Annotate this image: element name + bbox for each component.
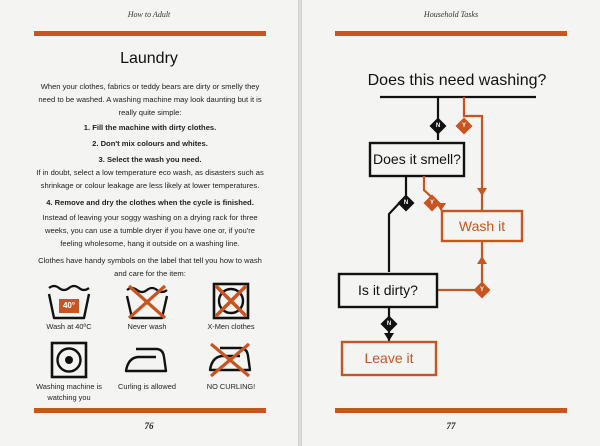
no-badge: N <box>435 123 441 129</box>
running-head-right: Household Tasks <box>423 10 479 19</box>
no-badge: N <box>403 200 409 206</box>
yes-badge: Y <box>461 123 466 129</box>
step-4: 4. Remove and dry the clothes when the cycle is finished. <box>46 198 254 207</box>
step-2: 2. Don't mix colours and whites. <box>92 139 208 148</box>
right-page <box>302 0 600 446</box>
no-badge: N <box>386 321 392 327</box>
x-men-icon <box>212 282 250 320</box>
main-question: Does this need washing? <box>367 72 547 89</box>
eco-wash-paragraph: If in doubt, select a low temperature eco wash, as disasters such as shrinkage or colour leakage are less likely at lower temperatures. <box>36 168 264 190</box>
section-title: Laundry <box>120 50 178 67</box>
top-rule-left <box>34 31 266 36</box>
step-3: 3. Select the wash you need. <box>98 155 202 164</box>
symbol-caption: Washing machine is watching you <box>36 382 102 402</box>
bottom-rule-right <box>335 408 567 413</box>
no-curling-icon <box>205 342 255 378</box>
symbol-caption: Curling is allowed <box>118 382 176 391</box>
connector-yes <box>438 242 482 290</box>
step-1: 1. Fill the machine with dirty clothes. <box>83 123 217 132</box>
washing-machine-watching-icon <box>50 341 88 379</box>
page-number-right: 77 <box>446 421 456 431</box>
wash-outcome: Wash it <box>458 218 506 234</box>
symbol-caption: X-Men clothes <box>207 322 255 331</box>
intro-paragraph: When your clothes, fabrics or teddy bears are dirty or smelly they need to be washed. A washing machine may look daunting but it is really quite simple: <box>38 82 262 117</box>
drying-paragraph: Instead of leaving your soggy washing on a drying rack for three weeks, you can use a tumble dryer if you have one or, if you're feeling wholesome, hang it outside on a washing line. <box>42 213 258 248</box>
wash-40-icon <box>47 284 91 320</box>
dirty-question: Is it dirty? <box>358 282 418 298</box>
symbol-caption: Wash at 40ºC <box>46 322 92 331</box>
leave-outcome: Leave it <box>364 350 414 366</box>
running-head-left: How to Adult <box>127 10 171 19</box>
page-number-left: 76 <box>144 421 154 431</box>
symbol-caption: Never wash <box>127 322 167 331</box>
yes-badge: Y <box>429 200 434 206</box>
connector-no <box>389 176 406 272</box>
smell-question: Does it smell? <box>373 151 461 167</box>
connector-yes <box>464 97 482 210</box>
symbol-caption: NO CURLING! <box>206 382 256 391</box>
arrow-head <box>477 256 487 264</box>
arrow-head <box>384 333 394 341</box>
left-page <box>0 0 298 446</box>
symbols-intro: Clothes have handy symbols on the label that tell you how to wash and care for the item: <box>38 256 262 278</box>
iron-icon <box>122 345 170 375</box>
yes-badge: Y <box>479 287 484 293</box>
never-wash-icon <box>125 284 169 320</box>
temperature-badge: 40° <box>62 301 76 310</box>
arrow-head <box>477 188 487 196</box>
bottom-rule-left <box>34 408 266 413</box>
